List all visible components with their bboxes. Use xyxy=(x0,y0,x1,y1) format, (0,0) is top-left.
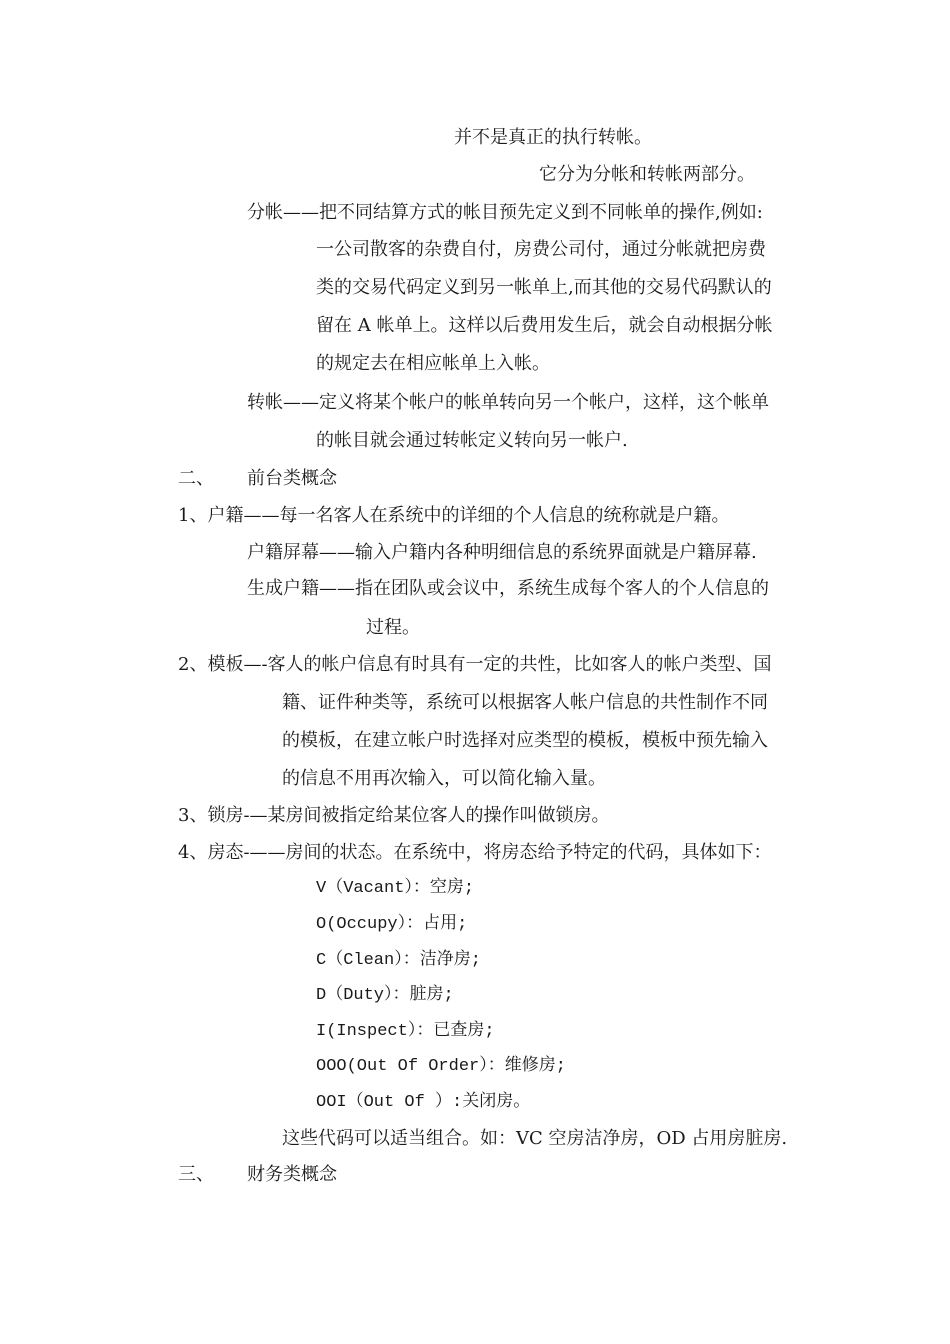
text-line: 类的交易代码定义到另一帐单上,而其他的交易代码默认的 xyxy=(316,277,772,298)
text-line: 的模板，在建立帐户时选择对应类型的模板，模板中预先输入 xyxy=(282,730,768,751)
section-number: 二、 xyxy=(178,468,214,489)
room-code-line: C（Clean）：洁净房; xyxy=(316,951,481,970)
section-heading-finance: 财务类概念 xyxy=(247,1164,337,1185)
item-room-status: 4、房态-——房间的状态。在系统中，将房态给予特定的代码，具体如下： xyxy=(178,842,772,863)
text-line: 生成户籍——指在团队或会议中，系统生成每个客人的个人信息的 xyxy=(247,578,769,599)
text-line: 的信息不用再次输入，可以简化输入量。 xyxy=(282,768,606,789)
text-line: 留在 A 帐单上。这样以后费用发生后，就会自动根据分帐 xyxy=(316,315,773,336)
definition-transfer-account: 转帐——定义将某个帐户的帐单转向另一个帐户，这样，这个帐单 xyxy=(247,392,769,413)
definition-split-account: 分帐——把不同结算方式的帐目预先定义到不同帐单的操作,例如: xyxy=(247,202,763,223)
text-line: 的帐目就会通过转帐定义转向另一帐户. xyxy=(316,430,628,451)
text-line: 这些代码可以适当组合。如：VC 空房洁净房，OD 占用房脏房. xyxy=(282,1128,788,1149)
text-line: 籍、证件种类等，系统可以根据客人帐户信息的共性制作不同 xyxy=(282,692,768,713)
text-line: 的规定去在相应帐单上入帐。 xyxy=(316,353,550,374)
room-code-line: V（Vacant）：空房; xyxy=(316,879,475,898)
room-code-line: D（Duty）：脏房; xyxy=(316,986,454,1005)
section-heading-front-desk: 前台类概念 xyxy=(247,468,337,489)
section-number: 三、 xyxy=(178,1164,214,1185)
item-household-record: 1、户籍——每一名客人在系统中的详细的个人信息的统称就是户籍。 xyxy=(178,505,730,526)
text-line: 一公司散客的杂费自付，房费公司付，通过分帐就把房费 xyxy=(316,239,766,260)
room-code-line: O(Occupy）：占用; xyxy=(316,915,468,934)
text-line: 并不是真正的执行转帐。 xyxy=(454,127,652,148)
room-code-line: OOO(Out Of Order）：维修房; xyxy=(316,1057,566,1076)
text-line: 它分为分帐和转帐两部分。 xyxy=(539,164,755,185)
room-code-line: OOI（Out Of ）:关闭房。 xyxy=(316,1093,531,1112)
item-template: 2、模板—-客人的帐户信息有时具有一定的共性，比如客人的帐户类型、国 xyxy=(178,654,772,675)
item-lock-room: 3、锁房-—某房间被指定给某位客人的操作叫做锁房。 xyxy=(178,805,610,826)
text-line: 过程。 xyxy=(366,617,420,638)
room-code-line: I(Inspect）：已查房; xyxy=(316,1022,495,1041)
text-line: 户籍屏幕——输入户籍内各种明细信息的系统界面就是户籍屏幕. xyxy=(247,542,757,563)
